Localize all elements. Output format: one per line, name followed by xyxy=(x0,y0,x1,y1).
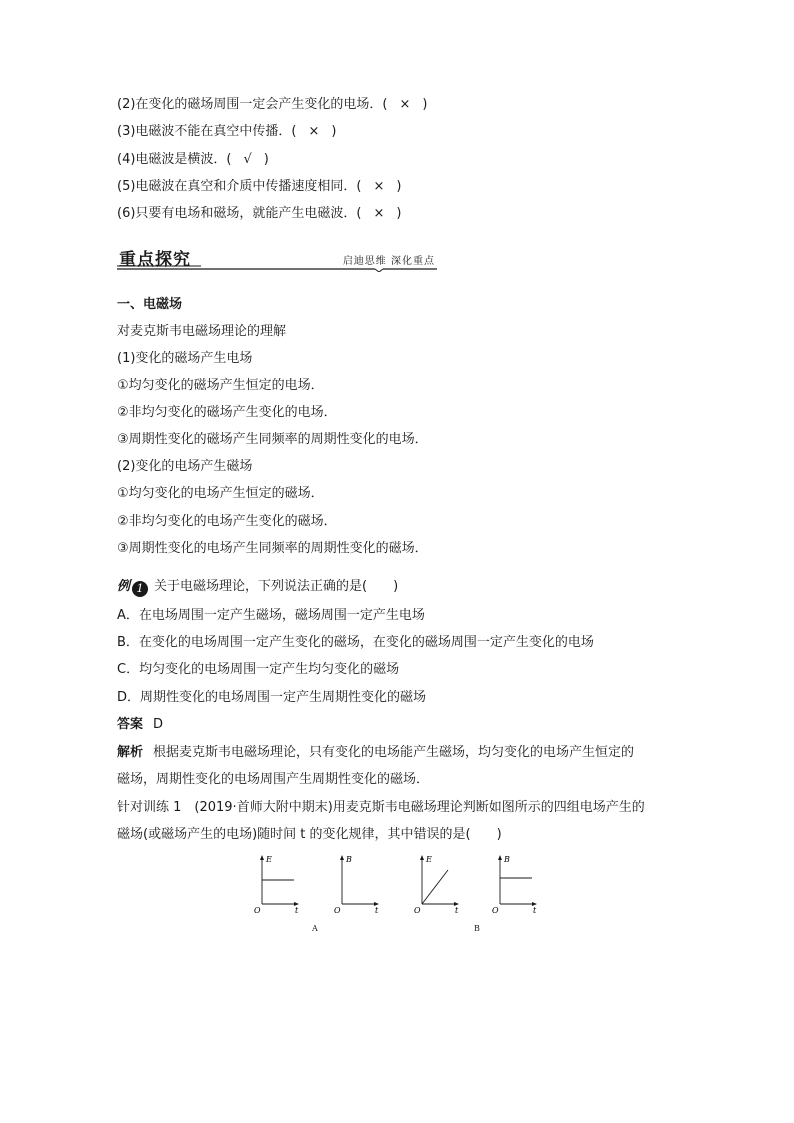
point-2-title: (2)变化的电场产生磁场 xyxy=(117,459,253,474)
t-axis-label: t xyxy=(375,906,379,915)
point-1-title: (1)变化的磁场产生电场 xyxy=(117,351,253,366)
option-a-label: A xyxy=(312,924,318,933)
answer-value: D xyxy=(153,717,164,732)
example-option-a: A．在电场周围一定产生磁场，磁场周围一定产生电场 xyxy=(117,608,425,623)
judgement-3 xyxy=(117,123,336,141)
example-question: 关于电磁场理论，下列说法正确的是( ) xyxy=(154,579,399,594)
e-linear-graph xyxy=(410,852,460,915)
b-constant-graph xyxy=(488,852,538,915)
point-1-item: ②非均匀变化的磁场产生变化的电场． xyxy=(117,405,337,420)
option-b-label: B xyxy=(474,924,480,933)
judgement-text: (5)电磁波在真空和介质中传播速度相同．( xyxy=(117,179,362,194)
judgement-text: (3)电磁波不能在真空中传播．( xyxy=(117,124,297,139)
training-line-2: 磁场(或磁场产生的电场)随时间 t 的变化规律，其中错误的是( ) xyxy=(117,827,502,842)
judgement-mark: √ xyxy=(243,152,252,167)
judgement-mark: × xyxy=(308,124,320,139)
judgement-close: ) xyxy=(396,206,402,221)
analysis-text: 根据麦克斯韦电磁场理论，只有变化的电场能产生磁场，均匀变化的电场产生恒定的 xyxy=(153,745,635,760)
training-line-1: 针对训练 1 (2019·首师大附中期末)用麦克斯韦电磁场理论判断如图所示的四组电场产生的 xyxy=(117,800,645,815)
point-1-item: ①均匀变化的磁场产生恒定的电场． xyxy=(117,378,324,393)
y-axis-label: E xyxy=(426,855,432,864)
judgement-mark: × xyxy=(399,97,411,112)
analysis-label: 解析 xyxy=(117,745,144,760)
section-subtitle: 启迪思维 深化重点 xyxy=(342,256,435,267)
y-axis-label: B xyxy=(346,855,352,864)
part-heading: 一、电磁场 xyxy=(117,297,183,312)
example-option-b: B．在变化的电场周围一定产生变化的磁场，在变化的磁场周围一定产生变化的电场 xyxy=(117,635,594,650)
origin-label: O xyxy=(414,906,421,915)
y-axis-label: E xyxy=(266,855,272,864)
analysis-line-1 xyxy=(117,744,634,762)
field-graphs xyxy=(250,852,540,936)
t-axis-label: t xyxy=(295,906,299,915)
example-option-d: D．周期性变化的电场周围一定产生周期性变化的磁场 xyxy=(117,690,427,705)
judgement-close: ) xyxy=(331,124,337,139)
answer-label: 答案 xyxy=(117,717,144,732)
y-axis-label: B xyxy=(504,855,510,864)
judgement-text: (6)只要有电场和磁场，就能产生电磁波．( xyxy=(117,206,362,221)
t-axis-label: t xyxy=(533,906,537,915)
point-2-item: ②非均匀变化的电场产生变化的磁场． xyxy=(117,514,337,529)
judgement-text: (4)电磁波是横波．( xyxy=(117,152,232,167)
part-intro: 对麦克斯韦电磁场理论的理解 xyxy=(117,324,287,339)
example-label: 例 xyxy=(117,579,131,594)
graph-panel-1 xyxy=(250,852,300,915)
judgement-text: (2)在变化的磁场周围一定会产生变化的电场．( xyxy=(117,97,388,112)
e-constant-graph xyxy=(250,852,300,915)
answer-line xyxy=(117,716,163,734)
b-zero-graph xyxy=(330,852,380,915)
example-number-badge: 1 xyxy=(132,581,148,597)
judgement-4 xyxy=(117,151,269,169)
point-1-item: ③周期性变化的磁场产生同频率的周期性变化的电场． xyxy=(117,432,428,447)
judgement-close: ) xyxy=(263,152,269,167)
judgement-mark: × xyxy=(373,179,385,194)
judgement-6 xyxy=(117,205,401,223)
origin-label: O xyxy=(334,906,341,915)
origin-label: O xyxy=(254,906,261,915)
section-header xyxy=(117,244,437,272)
example-question-line xyxy=(117,578,398,597)
analysis-line-2: 磁场，周期性变化的电场周围产生周期性变化的磁场． xyxy=(117,772,430,787)
t-axis-label: t xyxy=(455,906,459,915)
graph-panel-4 xyxy=(488,852,538,915)
judgement-close: ) xyxy=(396,179,402,194)
point-2-item: ③周期性变化的电场产生同频率的周期性变化的磁场． xyxy=(117,541,428,556)
graph-panel-3 xyxy=(410,852,460,915)
section-title: 重点探究 xyxy=(119,250,191,270)
origin-label: O xyxy=(492,906,499,915)
point-2-item: ①均匀变化的电场产生恒定的磁场． xyxy=(117,486,324,501)
judgement-close: ) xyxy=(422,97,428,112)
judgement-5 xyxy=(117,178,401,196)
graph-panel-2 xyxy=(330,852,380,915)
example-option-c: C．均匀变化的电场周围一定产生均匀变化的磁场 xyxy=(117,662,400,677)
judgement-mark: × xyxy=(373,206,385,221)
judgement-2 xyxy=(117,96,427,114)
